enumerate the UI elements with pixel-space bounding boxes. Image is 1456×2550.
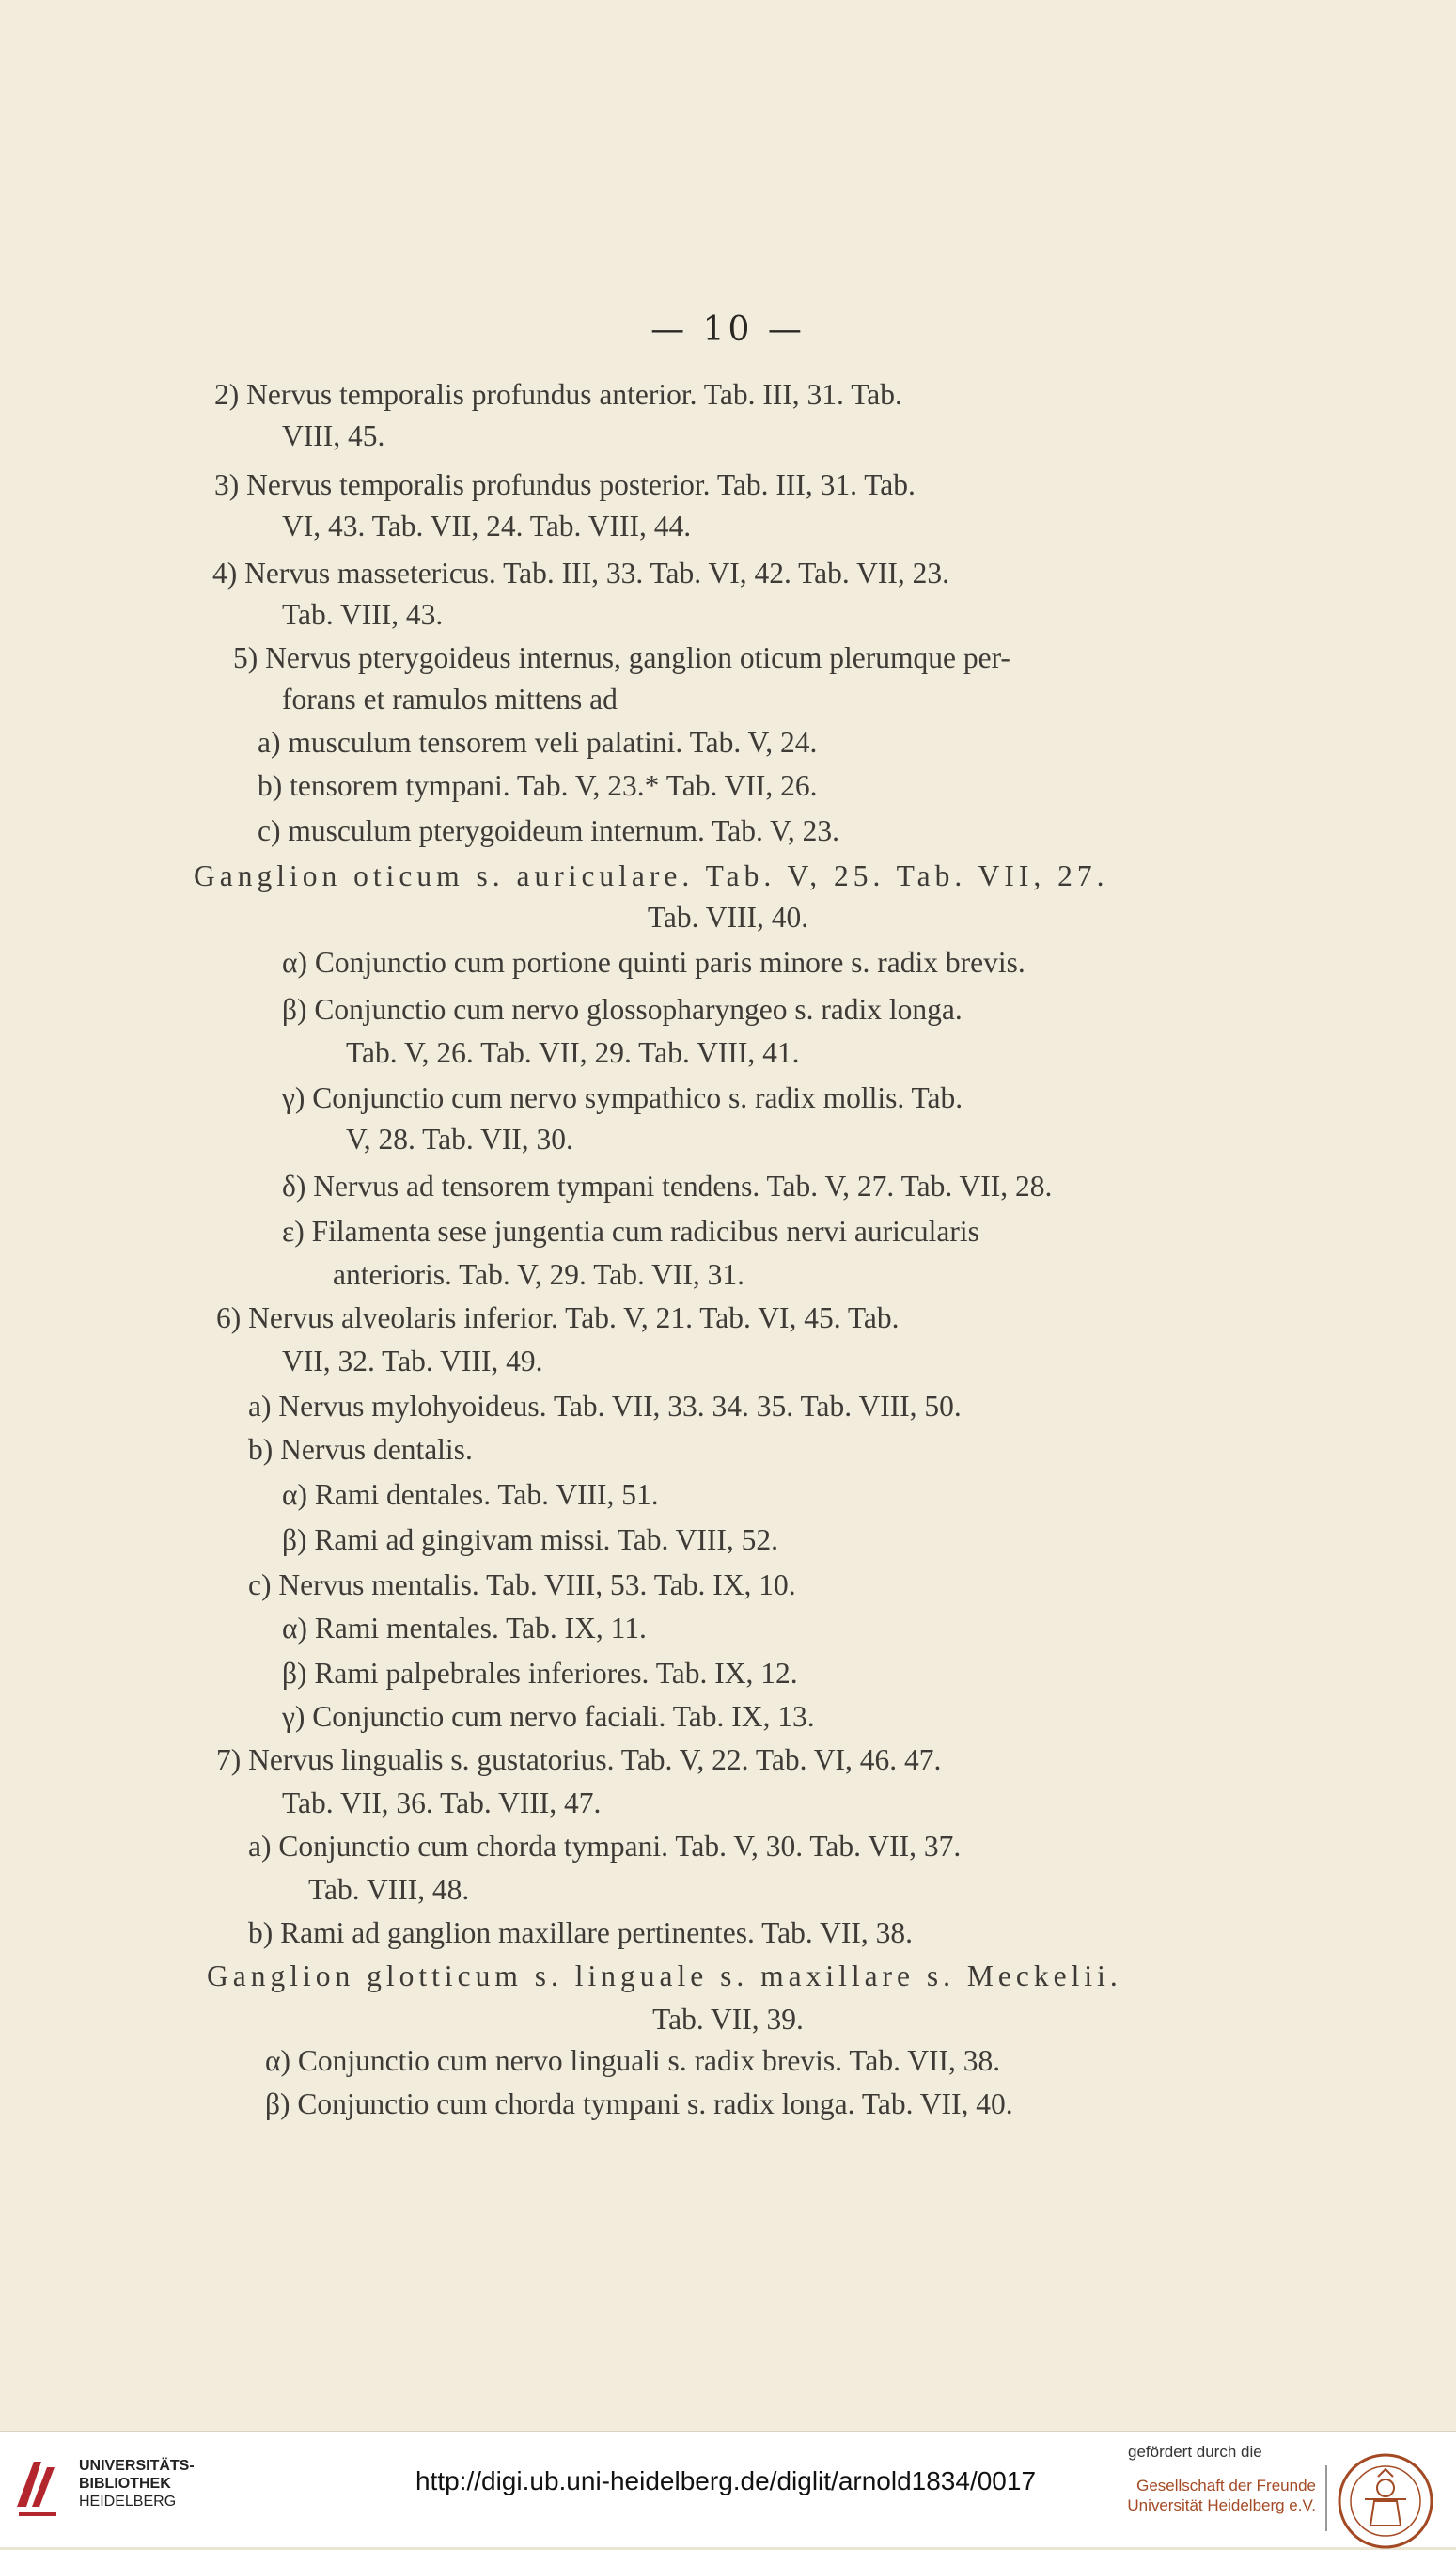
divider: [1325, 2465, 1327, 2531]
text-line: γ) Conjunctio cum nervo faciali. Tab. IX, 13.: [282, 1700, 815, 1733]
text-line: a) Conjunctio cum chorda tympani. Tab. V, 30. Tab. VII, 37.: [248, 1830, 962, 1863]
society-name: [1109, 2476, 1316, 2515]
permalink-url[interactable]: http://digi.ub.uni-heidelberg.de/diglit/arnold1834/0017: [415, 2466, 1037, 2495]
text-line: b) tensorem tympani. Tab. V, 23.* Tab. VII, 26.: [258, 769, 818, 802]
university-library-logo-icon: [13, 2450, 62, 2522]
text-line: ε) Filamenta sese jungentia cum radicibus nervi auricularis: [282, 1215, 979, 1248]
text-line: Tab. V, 26. Tab. VII, 29. Tab. VIII, 41.: [346, 1036, 800, 1069]
text-line: V, 28. Tab. VII, 30.: [346, 1123, 573, 1156]
library-name-line: HEIDELBERG: [79, 2494, 177, 2510]
text-line: Tab. VII, 36. Tab. VIII, 47.: [282, 1787, 602, 1819]
text-line: δ) Nervus ad tensorem tympani tendens. Tab. V, 27. Tab. VII, 28.: [282, 1170, 1053, 1203]
library-name-line: UNIVERSITÄTS-: [79, 2458, 195, 2474]
footer-bar: [0, 2431, 1456, 2547]
text-line: Tab. VIII, 40.: [647, 901, 809, 934]
text-line: c) musculum pterygoideum internum. Tab. V, 23.: [258, 814, 839, 847]
text-line: β) Rami palpebrales inferiores. Tab. IX, 12.: [282, 1657, 798, 1690]
text-line: Ganglion oticum s. auriculare. Tab. V, 25. Tab. VII, 27.: [194, 859, 1109, 892]
text-line: β) Rami ad gingivam missi. Tab. VIII, 52.: [282, 1523, 778, 1556]
text-line: Ganglion glotticum s. linguale s. maxillare s. Meckelii.: [207, 1960, 1122, 1992]
text-line: a) Nervus mylohyoideus. Tab. VII, 33. 34. 35. Tab. VIII, 50.: [248, 1390, 962, 1423]
text-line: α) Rami dentales. Tab. VIII, 51.: [282, 1478, 659, 1511]
text-line: 4) Nervus massetericus. Tab. III, 33. Tab. VI, 42. Tab. VII, 23.: [212, 557, 949, 590]
text-line: Tab. VIII, 43.: [282, 598, 444, 631]
text-line: forans et ramulos mittens ad: [282, 683, 618, 716]
text-line: Tab. VIII, 48.: [308, 1873, 470, 1906]
text-line: b) Nervus dentalis.: [248, 1433, 473, 1466]
text-line: 3) Nervus temporalis profundus posterior. Tab. III, 31. Tab.: [214, 468, 916, 501]
library-name: [79, 2457, 267, 2511]
text-line: VI, 43. Tab. VII, 24. Tab. VIII, 44.: [282, 510, 692, 543]
text-line: c) Nervus mentalis. Tab. VIII, 53. Tab. IX, 10.: [248, 1568, 796, 1601]
text-line: b) Rami ad ganglion maxillare pertinentes. Tab. VII, 38.: [248, 1916, 913, 1949]
text-line: α) Conjunctio cum portione quinti paris minore s. radix brevis.: [282, 946, 1025, 979]
society-name-line: Universität Heidelberg e.V.: [1127, 2496, 1316, 2514]
text-line: β) Conjunctio cum chorda tympani s. radix longa. Tab. VII, 40.: [265, 2087, 1013, 2120]
text-line: 6) Nervus alveolaris inferior. Tab. V, 21. Tab. VI, 45. Tab.: [216, 1301, 900, 1334]
text-line: 7) Nervus lingualis s. gustatorius. Tab. V, 22. Tab. VI, 46. 47.: [216, 1743, 942, 1776]
text-line: anterioris. Tab. V, 29. Tab. VII, 31.: [333, 1258, 745, 1291]
text-line: VIII, 45.: [282, 419, 385, 452]
text-line: β) Conjunctio cum nervo glossopharyngeo s. radix longa.: [282, 993, 963, 1026]
university-seal-icon: [1337, 2452, 1434, 2550]
text-line: 2) Nervus temporalis profundus anterior. Tab. III, 31. Tab.: [214, 378, 902, 411]
text-line: Tab. VII, 39.: [652, 2003, 804, 2036]
funded-by-label: gefördert durch die: [1128, 2443, 1262, 2461]
text-line: α) Conjunctio cum nervo linguali s. radix brevis. Tab. VII, 38.: [265, 2044, 1001, 2077]
text-line: a) musculum tensorem veli palatini. Tab. V, 24.: [258, 726, 818, 759]
page-number: — 10 —: [650, 310, 806, 349]
society-name-line: Gesellschaft der Freunde: [1136, 2477, 1316, 2495]
library-name-line: BIBLIOTHEK: [79, 2476, 171, 2492]
text-line: α) Rami mentales. Tab. IX, 11.: [282, 1612, 647, 1645]
text-line: VII, 32. Tab. VIII, 49.: [282, 1345, 543, 1377]
text-line: γ) Conjunctio cum nervo sympathico s. radix mollis. Tab.: [282, 1081, 963, 1114]
text-line: 5) Nervus pterygoideus internus, ganglion oticum plerumque per-: [233, 641, 1010, 674]
